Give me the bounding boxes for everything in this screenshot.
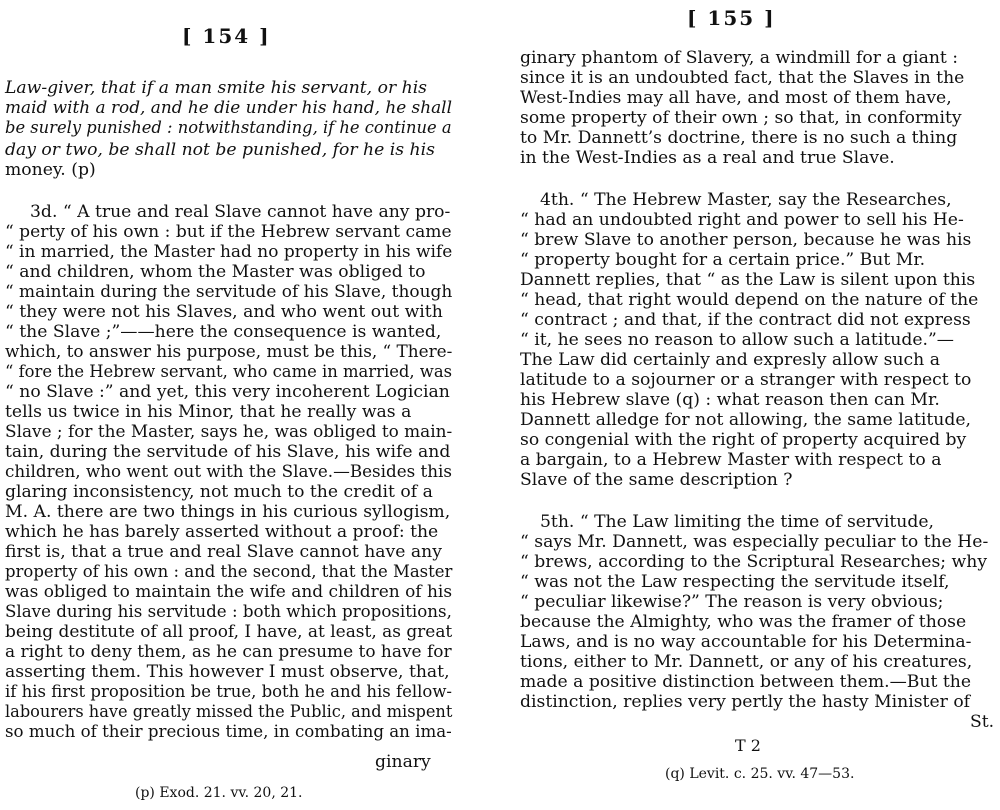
right-text-line: “ brews, according to the Scriptural Researches; why: [520, 552, 988, 572]
left-text-line: “ the Slave ;”——here the consequence is wanted,: [5, 322, 442, 342]
left-text-line: glaring inconsistency, not much to the credit of a: [5, 482, 433, 502]
right-text-line: Dannett alledge for not allowing, the same latitude,: [520, 410, 972, 430]
left-text-line: asserting them. This however I must observe, that,: [5, 662, 450, 682]
left-text-line: M. A. there are two things in his curious syllogism,: [5, 502, 451, 522]
right-page: [505, 0, 1000, 810]
right-text-line: St.: [970, 712, 995, 732]
right-text-line: made a positive distinction between them.—But the: [520, 672, 971, 692]
left-text-line: “ in married, the Master had no property in his wife: [5, 242, 453, 262]
left-page: [0, 0, 480, 810]
right-text-line: because the Almighty, who was the framer of those: [520, 612, 967, 632]
left-text-line: Slave during his servitude : both which propositions,: [5, 602, 452, 622]
right-text-line: “ it, he sees no reason to allow such a latitude.”—: [520, 330, 954, 350]
footnote-left: (p) Exod. 21. vv. 20, 21.: [135, 785, 303, 801]
left-text-line: a right to deny them, as he can presume to have for: [5, 642, 452, 662]
footnote-right: (q) Levit. c. 25. vv. 47—53.: [665, 766, 855, 782]
left-text-line: so much of their precious time, in combating an ima-: [5, 722, 452, 742]
left-text-line: “ maintain during the servitude of his Slave, though: [5, 282, 453, 302]
left-text-line: first is, that a true and real Slave cannot have any: [5, 542, 442, 562]
left-text-line: which, to answer his purpose, must be this, “ There-: [5, 342, 453, 362]
right-text-line: “ property bought for a certain price.” But Mr.: [520, 250, 926, 270]
left-text-line: tain, during the servitude of his Slave, his wife and: [5, 442, 451, 462]
left-text-line: Slave ; for the Master, says he, was obliged to main-: [5, 422, 453, 442]
left-text-line: ginary: [375, 752, 431, 772]
right-text-line: Slave of the same description ?: [520, 470, 793, 490]
left-text-line: 3d. “ A true and real Slave cannot have any pro-: [30, 202, 451, 222]
right-text-line: latitude to a sojourner or a stranger with respect to: [520, 370, 972, 390]
signature-mark: T 2: [735, 736, 761, 755]
left-text-line: “ they were not his Slaves, and who went out with: [5, 302, 443, 322]
left-text-line: if his first proposition be true, both he and his fellow-: [5, 682, 453, 702]
right-text-line: “ says Mr. Dannett, was especially peculiar to the He-: [520, 532, 989, 552]
right-text-line: “ had an undoubted right and power to sell his He-: [520, 210, 964, 230]
right-text-line: since it is an undoubted fact, that the Slaves in the: [520, 68, 965, 88]
left-text-line: “ and children, whom the Master was obliged to: [5, 262, 426, 282]
right-text-line: a bargain, to a Hebrew Master with respect to a: [520, 450, 942, 470]
right-text-line: “ peculiar likewise?” The reason is very obvious;: [520, 592, 944, 612]
page-number-right: [ 155 ]: [687, 6, 776, 30]
right-text-line: ginary phantom of Slavery, a windmill for a giant :: [520, 48, 959, 68]
right-text-line: 4th. “ The Hebrew Master, say the Researches,: [540, 190, 952, 210]
right-text-line: “ was not the Law respecting the servitude itself,: [520, 572, 950, 592]
left-text-line: children, who went out with the Slave.—Besides this: [5, 462, 452, 482]
right-text-line: “ contract ; and that, if the contract did not express: [520, 310, 971, 330]
right-text-line: “ head, that right would depend on the nature of the: [520, 290, 979, 310]
right-text-line: “ brew Slave to another person, because he was his: [520, 230, 972, 250]
left-text-line: be surely punished : notwithstanding, if he continue a: [5, 118, 452, 138]
left-text-line: “ fore the Hebrew servant, who came in married, was: [5, 362, 453, 382]
left-text-line: Law-giver, that if a man smite his servant, or his: [5, 78, 428, 98]
left-text-line: labourers have greatly missed the Public, and mispent: [5, 702, 453, 722]
left-text-line: property of his own : and the second, that the Master: [5, 562, 453, 582]
left-text-line: being destitute of all proof, I have, at least, as great: [5, 622, 453, 642]
left-text-line: money. (p): [5, 160, 96, 180]
right-text-line: The Law did certainly and expresly allow such a: [520, 350, 940, 370]
right-text-line: to Mr. Dannett’s doctrine, there is no such a thing: [520, 128, 958, 148]
page-number-left: [ 154 ]: [182, 24, 271, 48]
right-text-line: some property of their own ; so that, in conformity: [520, 108, 962, 128]
right-text-line: tions, either to Mr. Dannett, or any of his creatures,: [520, 652, 973, 672]
right-text-line: in the West-Indies as a real and true Slave.: [520, 148, 895, 168]
right-text-line: 5th. “ The Law limiting the time of servitude,: [540, 512, 934, 532]
left-text-line: maid with a rod, and he die under his hand, he shall: [5, 98, 452, 118]
left-text-line: which he has barely asserted without a proof: the: [5, 522, 439, 542]
left-text-line: was obliged to maintain the wife and children of his: [5, 582, 453, 602]
left-text-line: “ perty of his own : but if the Hebrew servant came: [5, 222, 452, 242]
right-text-line: West-Indies may all have, and most of them have,: [520, 88, 952, 108]
right-text-line: Dannett replies, that “ as the Law is silent upon this: [520, 270, 976, 290]
left-text-line: tells us twice in his Minor, that he really was a: [5, 402, 412, 422]
right-text-line: his Hebrew slave (q) : what reason then can Mr.: [520, 390, 940, 410]
right-text-line: Laws, and is no way accountable for his Determina-: [520, 632, 972, 652]
right-text-line: distinction, replies very pertly the hasty Minister of: [520, 692, 971, 712]
left-text-line: “ no Slave :” and yet, this very incoherent Logician: [5, 382, 450, 402]
right-text-line: so congenial with the right of property acquired by: [520, 430, 967, 450]
left-text-line: day or two, be shall not be punished, for he is his: [5, 140, 435, 160]
